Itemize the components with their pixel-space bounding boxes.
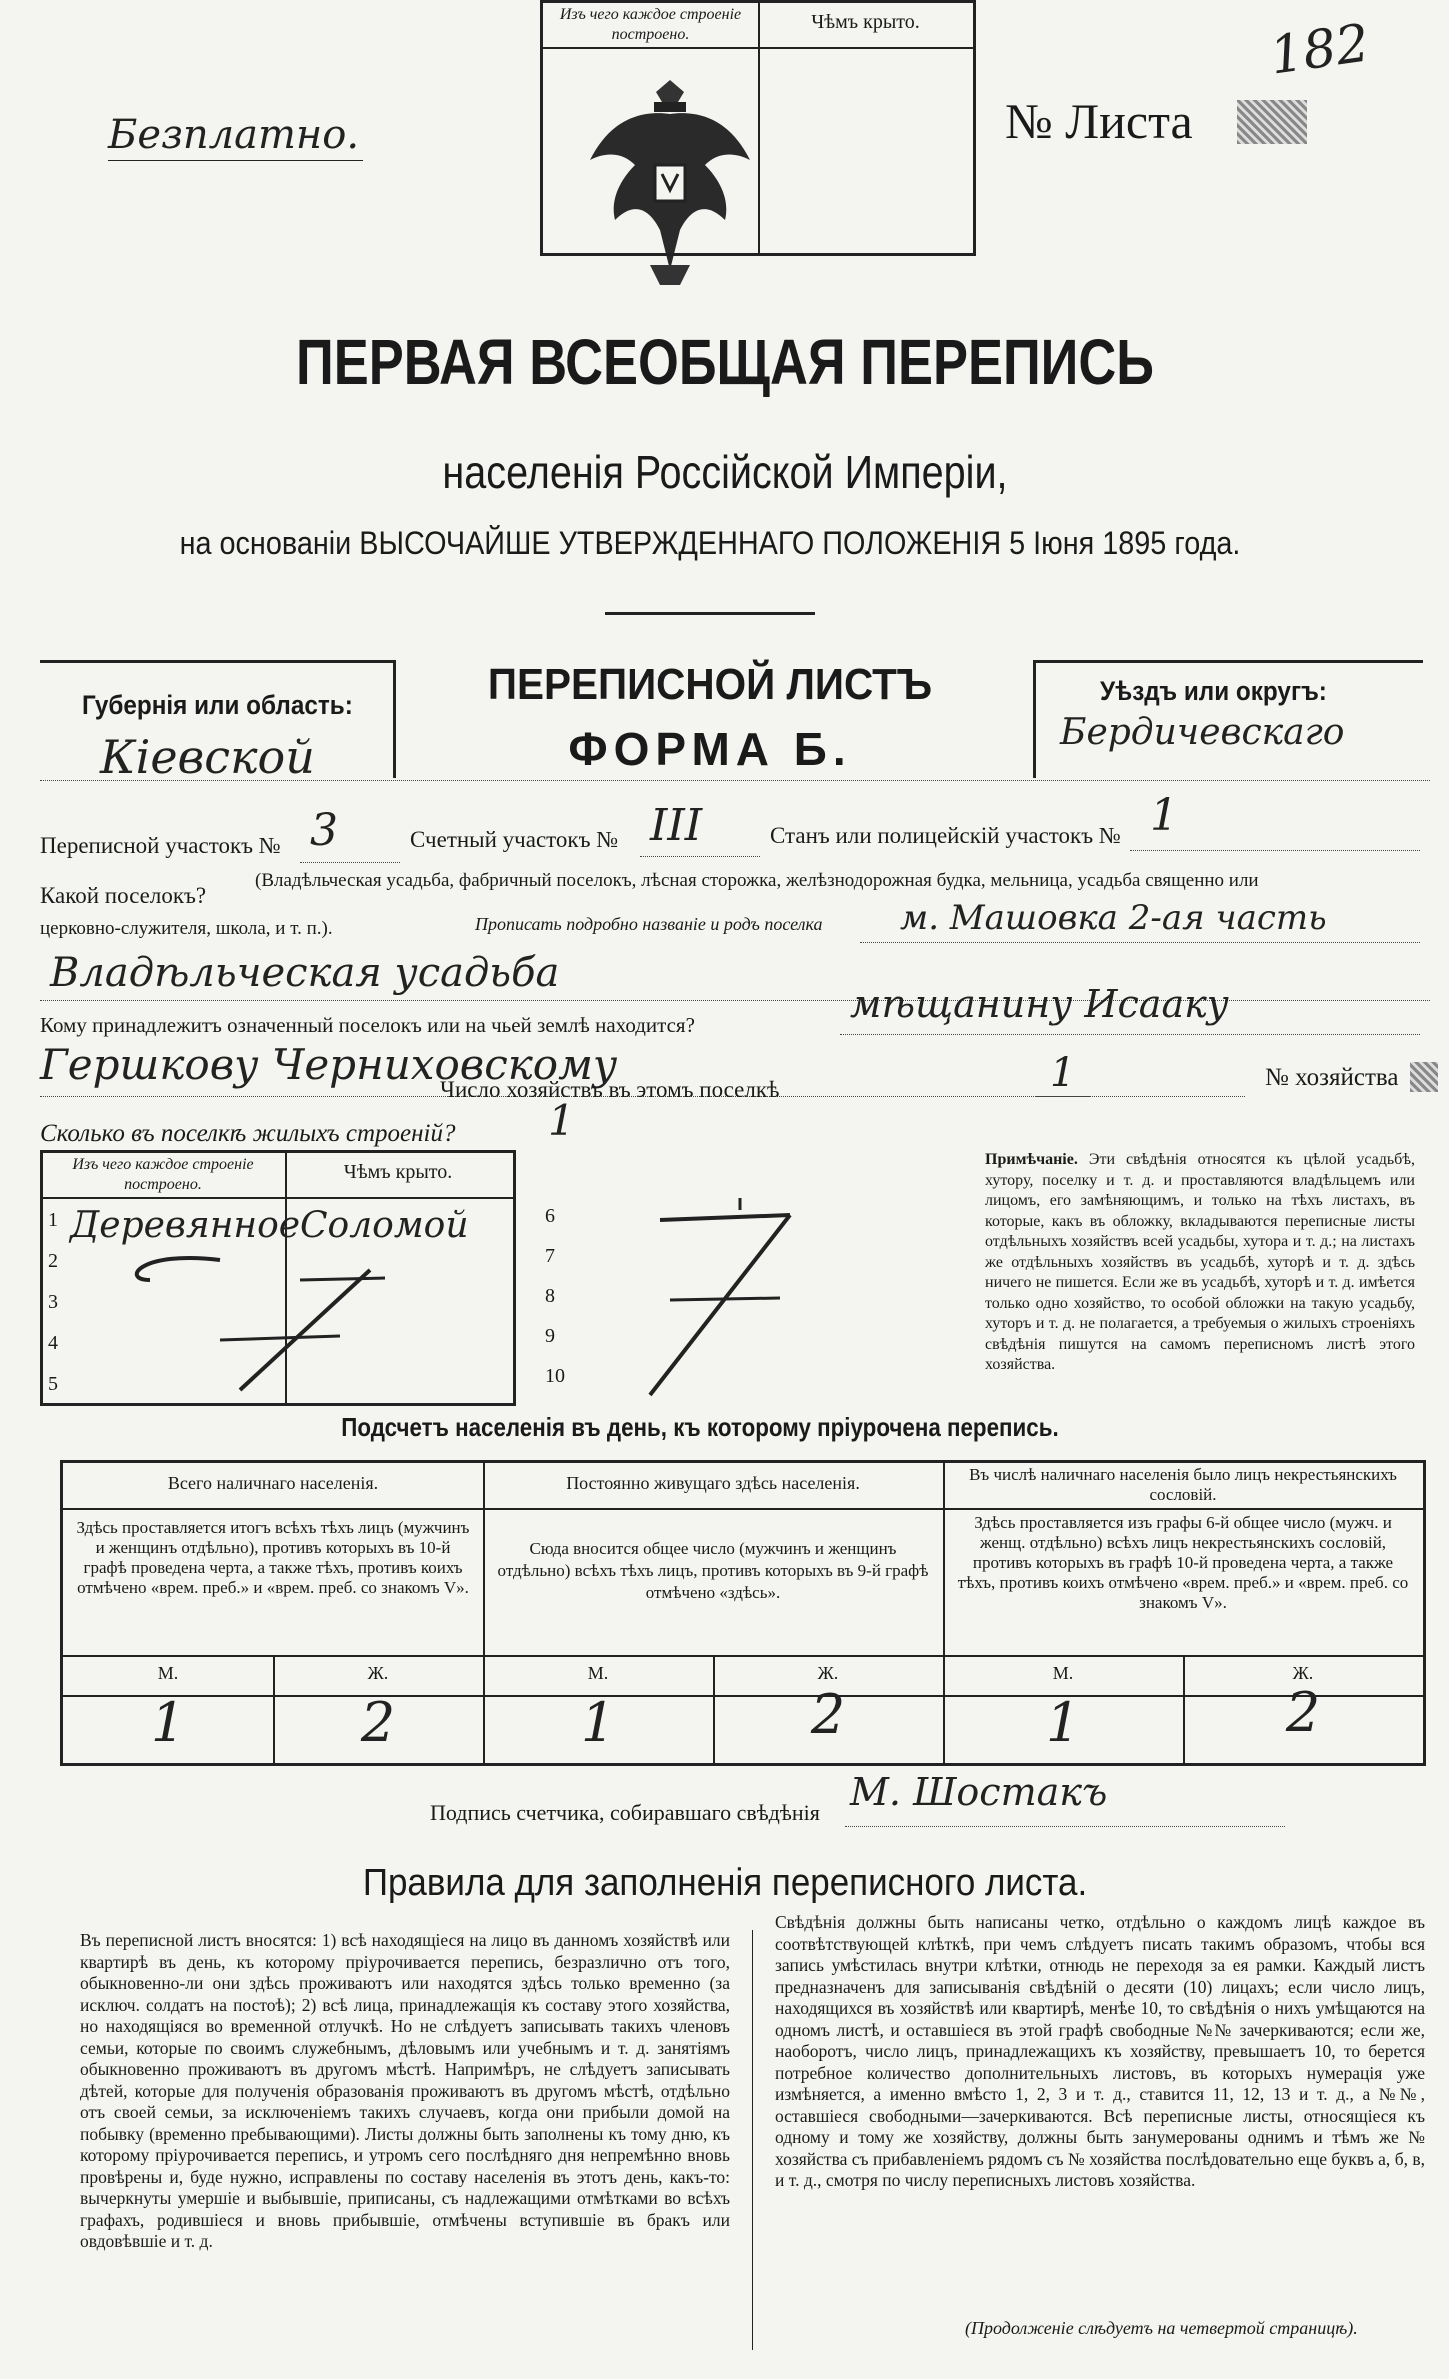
- form-label: ФОРМА Б.: [568, 723, 852, 775]
- settlement-hint-2: церковно-служителя, школа, и т. п.).: [40, 918, 333, 939]
- census-basis: на основаніи ВЫСОЧАЙШЕ УТВЕРЖДЕННАГО ПОЛОЖЕНІЯ 5 Іюня 1895 года.: [179, 525, 1241, 561]
- census-district-label: Переписной участокъ №: [40, 833, 281, 858]
- settlement-label: Какой поселокъ?: [40, 883, 207, 908]
- col2-female-head: Ж.: [817, 1663, 839, 1683]
- col2-text: Сюда вносится общее число (мужчинъ и женщинъ отдѣльно) всѣхъ тѣхъ лицъ, противъ которыхъ въ 9-й графѣ отмѣчено «здѣсь».: [497, 1539, 929, 1602]
- settlement-value-1: м. Машовка 2-ая часть: [900, 898, 1327, 938]
- col3-female-value: 2: [1285, 1681, 1321, 1744]
- census-subtitle: населенія Россійской Имперіи,: [442, 446, 1008, 498]
- note-text: Эти свѣдѣнія относятся къ цѣлой усадьбѣ, хутору, поселку и т. д. и проставляются владѣльцемъ или лицомъ, его замѣняющимъ, и только на тѣхъ листахъ, въ которые, какъ въ обложку, вкладываются переписные листы отдѣльныхъ хозяйствъ всей усадьбы, хутора и т. д.; на листахъ же отдѣльныхъ хозяйствъ въ усадьбѣ, хуторѣ и т. д. здѣсь ничего не пишется. Если же въ усадьбѣ, хуторѣ и т. д. имѣется только одно хозяйство, то особой обложки на такую усадьбу, хуторъ и т. д. не полагается, а требуемыя о жилыхъ строеніяхъ свѣдѣнія пишутся на самомъ переписномъ листѣ этого хозяйства.: [985, 1151, 1416, 1373]
- rules-column-divider: [752, 1930, 753, 2350]
- row-number: 10: [545, 1365, 565, 1387]
- buildings-note: [985, 1150, 1415, 1376]
- free-underline: [108, 160, 363, 161]
- census-district-value: 3: [310, 805, 338, 856]
- row1-roof: Соломой: [300, 1205, 469, 1246]
- police-district-label: Станъ или полицейскій участокъ №: [770, 823, 1121, 848]
- household-number-redaction: [1410, 1062, 1438, 1092]
- col3-male-value: 1: [1045, 1691, 1081, 1754]
- buildings-value: 1: [548, 1096, 575, 1145]
- gubernia-value: Кіевской: [100, 730, 315, 784]
- signature-underline: [845, 1826, 1285, 1827]
- gubernia-label: Губернія или область:: [82, 690, 353, 720]
- count-district-value: III: [650, 800, 703, 851]
- settlement-value-2: Владѣльческая усадьба: [50, 950, 560, 996]
- signature-value: М. Шостакъ: [850, 1770, 1108, 1814]
- owner-value-1: мѣщанину Исааку: [850, 982, 1229, 1026]
- rules-continued: (Продолженіе слѣдуетъ на четвертой страницѣ).: [965, 2318, 1358, 2338]
- sheet-number-label: № Листа: [1005, 93, 1193, 149]
- sheet-number-value: 182: [1266, 13, 1373, 87]
- cancel-strokes-left: [40, 1150, 510, 1400]
- col3-female-head: Ж.: [1292, 1663, 1314, 1683]
- households-value: 1: [1050, 1050, 1076, 1096]
- col2-male-value: 1: [580, 1691, 616, 1754]
- col3-head: Въ числѣ наличнаго населенія было лицъ некрестьянскихъ сословій.: [969, 1465, 1397, 1504]
- col2-male-head: М.: [587, 1663, 609, 1683]
- row-number: 4: [48, 1332, 58, 1354]
- buildings-label: Сколько въ поселкѣ жилыхъ строеній?: [40, 1120, 456, 1147]
- police-district-value: 1: [1150, 790, 1178, 841]
- row-number: 8: [545, 1285, 555, 1307]
- count-district-label: Счетный участокъ №: [410, 827, 619, 852]
- row-number: 2: [48, 1250, 58, 1272]
- col1-male-head: М.: [157, 1663, 179, 1683]
- col1-text: Здѣсь проставляется итогъ всѣхъ тѣхъ лицъ (мужчинъ и женщинъ отдѣльно), противъ которыхъ въ 10-й графѣ проведена черта, а также тѣхъ, противъ коихъ отмѣчено «врем. преб.» и «врем. преб. со знакомъ V».: [76, 1518, 470, 1597]
- col1-female-head: Ж.: [367, 1663, 389, 1683]
- col-material-head: Изъ чего каждое строеніе построено.: [72, 1156, 254, 1193]
- col3-text: Здѣсь проставляется изъ графы 6-й общее число (мужч. и женщ. отдѣльно) всѣхъ лицъ некрестьянскихъ сословій, противъ которыхъ въ графѣ 10-й проведена черта, а также тѣхъ, противъ коихъ отмѣчено «врем. преб.» и «врем. преб. со знакомъ V».: [957, 1513, 1409, 1612]
- police-district-underline: [1130, 850, 1420, 851]
- col1-female-value: 2: [360, 1691, 396, 1754]
- title-divider: [605, 612, 815, 615]
- owner-label: Кому принадлежитъ означенный поселокъ или на чьей землѣ находится?: [40, 1013, 695, 1037]
- gubernia-box-border: [393, 660, 396, 778]
- form-header-rule: [40, 780, 1430, 781]
- buildings-table-right: [540, 0, 976, 256]
- col-roof-head: Чѣмъ крыто.: [343, 1161, 453, 1183]
- rules-title: Правила для заполненія переписного листа.: [362, 1862, 1088, 1904]
- col3-male-head: М.: [1052, 1663, 1074, 1683]
- owner-value-2: Гершкову Черниховскому: [40, 1040, 618, 1089]
- count-district-underline: [640, 856, 760, 857]
- household-number-label: № хозяйства: [1265, 1064, 1399, 1091]
- col1-head: Всего наличнаго населенія.: [167, 1473, 379, 1493]
- gubernia-box-top: [40, 660, 395, 663]
- row-number: 6: [545, 1205, 555, 1227]
- rules-right: Свѣдѣнія должны быть написаны четко, отдѣльно о каждомъ лицѣ каждое въ соотвѣтствующей клѣткѣ, при чемъ слѣдуетъ писать такимъ образомъ, чтобы вся запись умѣстилась внутри клѣтки, отнюдь не переходя за ея рамки. Каждый листъ предназначенъ для записыванія свѣдѣній о десяти (10) лицахъ; если число лицъ, находящихся въ хозяйствѣ или квартирѣ, менѣе 10, то свѣдѣнія о нихъ умѣщаются на одномъ листѣ, и оставшіеся въ этой графѣ свободные №№ зачеркиваются; если же, наоборотъ, число лицъ, принадлежащихъ къ хозяйству, превышаетъ 10, то берется потребное количество дополнительныхъ листовъ, въ которыхъ нумерація уже измѣняется, а именно вмѣсто 1, 2, 3 и т. д., ставится 11, 12, 13 и т. д., а №№, оставшіеся свободными—зачеркиваются. Всѣ переписные листы, относящіеся къ одному и тому же хозяйству, должны быть занумерованы однимъ и тѣмъ же № хозяйства съ прибавленіемъ рядомъ съ № хозяйства послѣдовательно еще буквъ а, б, в, и т. д., смотря по числу переписныхъ листовъ хозяйства.: [775, 1912, 1425, 2190]
- uezd-value: Бердичевскаго: [1060, 712, 1345, 753]
- row-number: 3: [48, 1291, 58, 1313]
- settlement-hint: (Владѣльческая усадьба, фабричный поселокъ, лѣсная сторожка, желѣзнодорожная будка, мельница, усадьба священно или: [255, 870, 1259, 891]
- col-divider-2: [758, 3, 760, 253]
- row1-material: Деревянное: [70, 1205, 301, 1246]
- row-number: 9: [545, 1325, 555, 1347]
- note-title: Примѣчаніе.: [985, 1151, 1078, 1168]
- col-roof-head-2: Чѣмъ крыто.: [811, 11, 920, 33]
- count-head-divider: [63, 1508, 1423, 1510]
- col1-male-value: 1: [150, 1691, 186, 1754]
- uezd-box-top: [1033, 660, 1423, 663]
- owner-underline-1: [840, 1034, 1420, 1035]
- uezd-label: Уѣздъ или округъ:: [1100, 676, 1327, 706]
- col-material-head-2: Изъ чего каждое строеніе построено.: [559, 6, 742, 43]
- uezd-box-border: [1033, 660, 1036, 778]
- count-title: Подсчетъ населенія въ день, къ которому пріурочена перепись.: [341, 1412, 1059, 1442]
- count-table: [60, 1460, 1426, 1766]
- settlement-instruction: Прописать подробно названіе и родъ поселка: [475, 914, 823, 934]
- free-label: Безплатно.: [108, 112, 360, 158]
- row-number: 5: [48, 1373, 58, 1395]
- count-text-divider: [63, 1655, 1423, 1657]
- rules-left: Въ переписной листъ вносятся: 1) всѣ находящіеся на лицо въ данномъ хозяйствѣ или квартирѣ въ день, къ которому пріурочивается перепись, безразлично отъ того, обыкновенно-ли они здѣсь проживаютъ или находятся здѣсь только временно (за исключ. солдатъ на постоѣ); 2) всѣ лица, принадлежащія къ составу этого хозяйства, но находящіяся во временной отлучкѣ. Но не слѣдуетъ записывать такихъ членовъ семьи, которые по своимъ служебнымъ, дѣловымъ или учебнымъ и т. д. занятіямъ обыкновенно проживаютъ въ другомъ мѣстѣ. Напримѣръ, не слѣдуетъ записывать дѣтей, которые для полученія образованія проживаютъ въ другомъ мѣстѣ, отдѣльно отъ своей семьи, за исключеніемъ такихъ случаевъ, когда они прибыли домой на побывку (временно пребывающими). Листы должны быть заполнены къ тому дню, къ которому пріурочивается перепись, и утромъ сего послѣдняго дня непремѣнно вновь провѣрены и, буде нужно, исправлены по составу населенія въ этотъ день, какъ-то: вычеркнуты умершіе и выбывшіе, приписаны, съ надлежащими отмѣтками во всѣхъ графахъ, родившіеся и вновь прибывшіе, отмѣчены вступившіе въ бракъ или овдовѣвшіе и т. д.: [80, 1930, 730, 2251]
- cancel-strokes-right: [540, 1150, 970, 1400]
- signature-label: Подпись счетчика, собиравшаго свѣдѣнія: [430, 1800, 820, 1825]
- col2-female-value: 2: [810, 1683, 846, 1746]
- census-title: ПЕРВАЯ ВСЕОБЩАЯ ПЕРЕПИСЬ: [295, 326, 1155, 398]
- form-heading: ПЕРЕПИСНОЙ ЛИСТЪ: [487, 660, 933, 709]
- sheet-number-redaction: [1237, 100, 1307, 144]
- row-number: 1: [48, 1209, 58, 1231]
- row-number: 7: [545, 1245, 555, 1267]
- head-divider-2: [543, 47, 973, 49]
- census-district-underline: [300, 862, 400, 863]
- settlement-underline-1: [860, 942, 1420, 943]
- households-underline: [1035, 1096, 1245, 1097]
- households-label: Число хозяйствъ въ этомъ поселкѣ: [440, 1077, 780, 1102]
- col2-head: Постоянно живущаго здѣсь населенія.: [566, 1473, 860, 1493]
